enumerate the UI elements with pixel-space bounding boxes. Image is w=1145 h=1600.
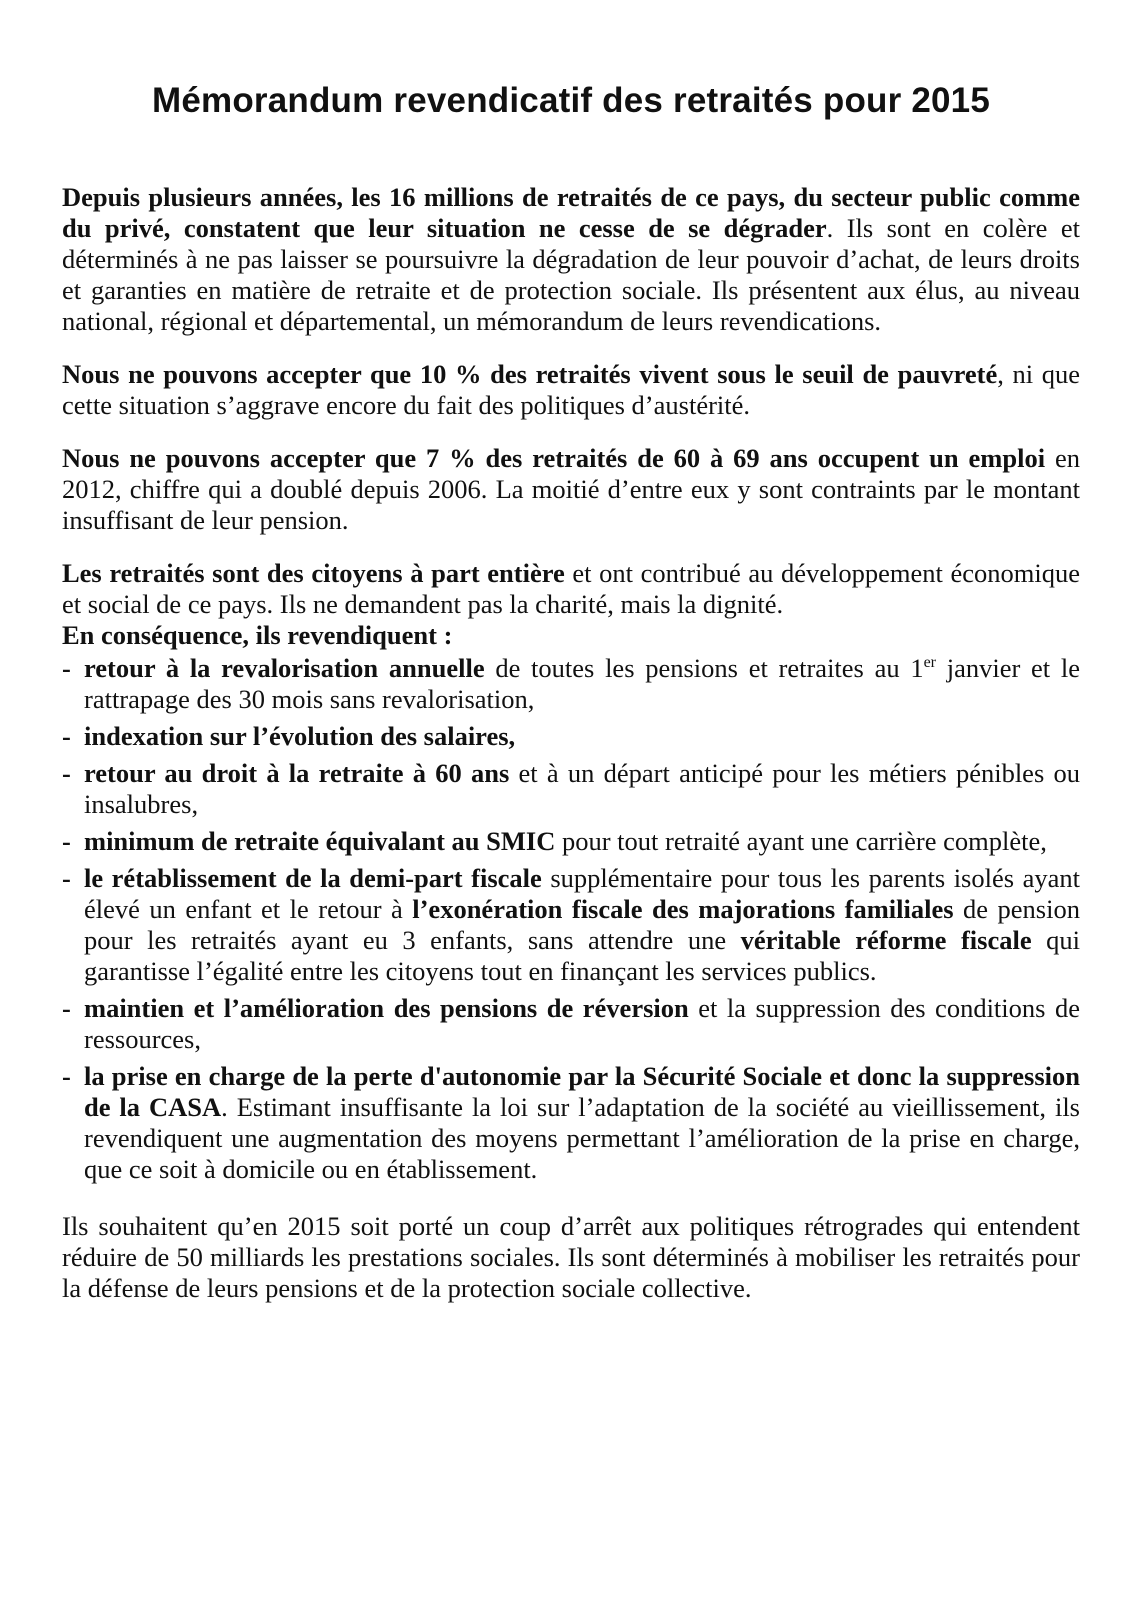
item-bold-text: véritable réforme fiscale: [740, 925, 1032, 955]
demands-list: [62, 653, 1080, 1185]
citizens-paragraph: [62, 558, 1080, 620]
item-text: de toutes les pensions et retraites au 1: [484, 653, 924, 683]
item-text: qui garantisse l’égalité entre les citoyens tout en finançant les services publics.: [84, 925, 1080, 986]
item-bold-text: le rétablissement de la demi-part fiscale: [84, 863, 542, 893]
ordinal-superscript: er: [923, 654, 937, 671]
item-bold-text: l’exonération fiscale des majorations familiales: [412, 894, 954, 924]
item-bold-text: la prise en charge de la perte d'autonomie par la Sécurité Sociale et donc la suppression de la CASA: [84, 1061, 1080, 1122]
poverty-paragraph: [62, 359, 1080, 421]
list-item: [62, 721, 1080, 752]
item-bold-text: maintien et l’amélioration des pensions de réversion: [84, 993, 689, 1023]
intro-bold-text: Depuis plusieurs années, les 16 millions de retraités de ce pays, du secteur public comme du privé, constatent que leur situation ne cesse de se dégrader: [62, 182, 1080, 243]
demands-lead: [62, 620, 1080, 651]
item-text: pour tout retraité ayant une carrière complète,: [555, 826, 1047, 856]
item-text: et à un départ anticipé pour les métiers pénibles ou insalubres,: [84, 758, 1080, 819]
list-item: [62, 1061, 1080, 1185]
item-text: et la suppression des conditions de ressources,: [84, 993, 1081, 1054]
employment-paragraph: [62, 443, 1080, 536]
memorandum-page: [62, 78, 1080, 1326]
page-title: Mémorandum revendicatif des retraités pour 2015: [151, 81, 991, 120]
item-bold-text: retour à la revalorisation annuelle: [84, 653, 485, 683]
list-item: [62, 653, 1080, 715]
list-dash: -: [62, 826, 71, 856]
list-dash: -: [62, 863, 71, 893]
item-text: de pension pour les retraités ayant eu 3 enfants, sans attendre une: [84, 894, 1080, 955]
item-bold-text: indexation sur l’évolution des salaires,: [84, 721, 516, 751]
list-dash: -: [62, 1061, 71, 1091]
closing-paragraph: Ils souhaitent qu’en 2015 soit porté un coup d’arrêt aux politiques rétrogrades qui entendent réduire de 50 milliards les prestations sociales. Ils sont déterminés à mobiliser les retraités pour la défense de leurs pensions et de la protection sociale collective.: [62, 1211, 1080, 1303]
intro-paragraph: [62, 182, 1080, 337]
employment-text: en 2012, chiffre qui a doublé depuis 2006. La moitié d’entre eux y sont contraints par le montant insuffisant de leur pension.: [62, 443, 1080, 535]
list-dash: -: [62, 758, 71, 788]
poverty-bold-text: Nous ne pouvons accepter que 10 % des retraités vivent sous le seuil de pauvreté: [62, 359, 998, 389]
item-text: janvier et le rattrapage des 30 mois sans revalorisation,: [84, 653, 1080, 714]
list-dash: -: [62, 721, 71, 751]
list-item: [62, 758, 1080, 820]
employment-bold-text: Nous ne pouvons accepter que 7 % des retraités de 60 à 69 ans occupent un emploi: [62, 443, 1046, 473]
item-text: supplémentaire pour tous les parents isolés ayant élevé un enfant et le retour à: [84, 863, 1080, 924]
citizens-bold-text: Les retraités sont des citoyens à part entière: [62, 558, 565, 588]
list-dash: -: [62, 653, 71, 683]
demands-lead-text: En conséquence, ils revendiquent :: [62, 620, 453, 650]
list-item: [62, 863, 1080, 987]
poverty-text: , ni que cette situation s’aggrave encore du fait des politiques d’austérité.: [62, 359, 1080, 420]
list-dash: -: [62, 993, 71, 1023]
citizens-text: et ont contribué au développement économique et social de ce pays. Ils ne demandent pas la charité, mais la dignité.: [62, 558, 1080, 619]
item-bold-text: minimum de retraite équivalant au SMIC: [84, 826, 556, 856]
list-item: [62, 826, 1080, 857]
intro-text: . Ils sont en colère et déterminés à ne pas laisser se poursuivre la dégradation de leur pouvoir d’achat, de leurs droits et garanties en matière de retraite et de protection sociale. Ils présentent aux élus, au niveau national, régional et départemental, un mémorandum de leurs revendications.: [62, 213, 1080, 336]
list-item: [62, 993, 1080, 1055]
item-bold-text: retour au droit à la retraite à 60 ans: [84, 758, 510, 788]
item-text: . Estimant insuffisante la loi sur l’adaptation de la société au vieillissement, ils revendiquent une augmentation des moyens permettant l’amélioration de la prise en charge, que ce soit à domicile ou en établissement.: [84, 1092, 1080, 1184]
